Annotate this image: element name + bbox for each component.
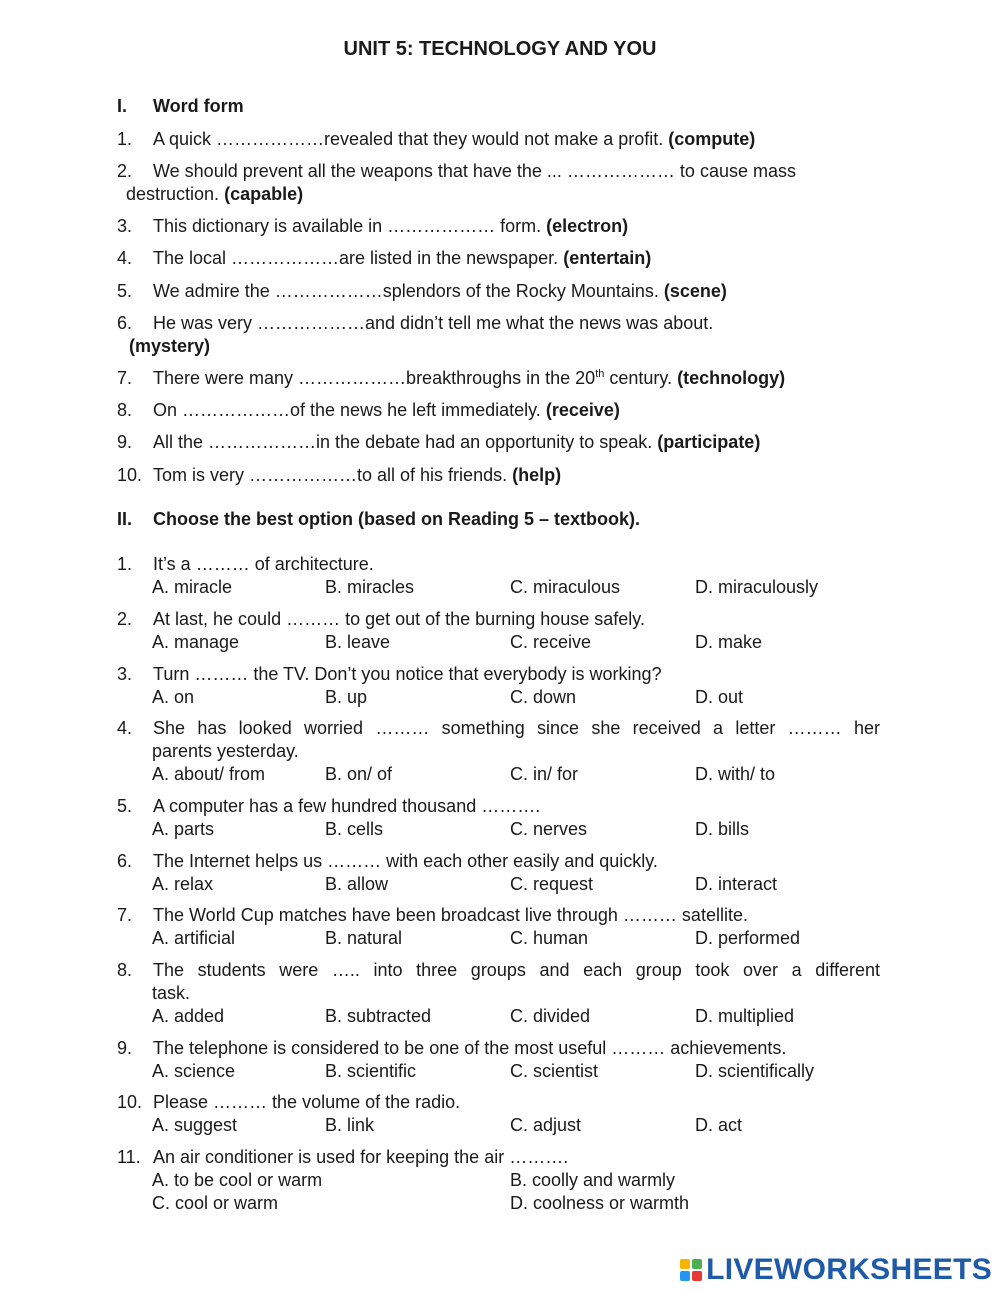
item-number: 5.: [117, 281, 133, 301]
answer-option[interactable]: D. make: [695, 632, 763, 652]
item-cue: (mystery): [129, 336, 211, 356]
item-text: He was very ………………and didn’t tell me what the news was about.: [153, 313, 714, 333]
page-title: UNIT 5: TECHNOLOGY AND YOU: [343, 38, 657, 60]
answer-option[interactable]: D. scientifically: [695, 1061, 815, 1081]
question-number: 7.: [117, 905, 133, 925]
section-1-heading: [117, 96, 244, 117]
answer-option[interactable]: D. with/ to: [695, 764, 776, 784]
answer-option[interactable]: D. bills: [695, 819, 750, 839]
question-text-continued: task.: [152, 983, 191, 1003]
item-text: All the ………………in the debate had an opportunity to speak.: [153, 432, 653, 452]
question-number: 4.: [117, 718, 133, 738]
question-stem: [117, 554, 374, 575]
answer-option[interactable]: B. leave: [325, 632, 391, 652]
item-number: 10.: [117, 465, 143, 485]
answer-option[interactable]: A. about/ from: [152, 764, 266, 784]
question-stem: [117, 851, 658, 872]
answer-option[interactable]: A. added: [152, 1006, 225, 1026]
item-text: The local ………………are listed in the newspaper.: [153, 248, 559, 268]
word-form-item: [117, 161, 796, 182]
section-2-title: Choose the best option (based on Reading 5 – textbook).: [153, 509, 641, 529]
answer-option[interactable]: D. act: [695, 1115, 743, 1135]
answer-option[interactable]: B. subtracted: [325, 1006, 432, 1026]
answer-option[interactable]: C. human: [510, 928, 589, 948]
item-text: destruction.: [126, 184, 220, 204]
logo-badge-tile: [680, 1271, 690, 1281]
answer-option[interactable]: A. artificial: [152, 928, 236, 948]
item-cue: (help): [512, 465, 562, 485]
item-number: 6.: [117, 313, 133, 333]
answer-option[interactable]: C. adjust: [510, 1115, 582, 1135]
item-number: 3.: [117, 216, 133, 236]
question-number: 9.: [117, 1038, 133, 1058]
answer-option[interactable]: B. up: [325, 687, 368, 707]
answer-option[interactable]: C. cool or warm: [152, 1193, 279, 1213]
item-cue: (receive): [545, 400, 620, 420]
superscript: th: [595, 368, 605, 380]
item-text: We admire the ………………splendors of the Rocky Mountains.: [153, 281, 659, 301]
answer-option[interactable]: C. divided: [510, 1006, 591, 1026]
question-text: An air conditioner is used for keeping the air ……….: [153, 1147, 569, 1167]
word-form-item: [117, 400, 620, 421]
word-form-item: [117, 465, 561, 486]
answer-option[interactable]: C. miraculous: [510, 577, 621, 597]
logo-badge-tile: [692, 1271, 702, 1281]
question-stem: [117, 1147, 568, 1168]
question-stem: [117, 609, 645, 630]
question-stem: [117, 905, 748, 926]
word-form-item: [117, 281, 727, 302]
word-form-item: [117, 248, 651, 269]
question-stem: [117, 1092, 460, 1113]
item-text: Tom is very ………………to all of his friends.: [153, 465, 508, 485]
answer-option[interactable]: D. miraculously: [695, 577, 819, 597]
answer-option[interactable]: B. scientific: [325, 1061, 417, 1081]
question-text: The students were ….. into three groups and each group took over a different: [153, 960, 880, 980]
item-cue: (compute): [668, 129, 756, 149]
question-text: The World Cup matches have been broadcast live through ……… satellite.: [153, 905, 748, 925]
word-form-item-continued: [129, 336, 210, 357]
answer-option[interactable]: D. coolness or warmth: [510, 1193, 690, 1213]
answer-option[interactable]: C. nerves: [510, 819, 588, 839]
question-text: The telephone is considered to be one of the most useful ……… achievements.: [153, 1038, 787, 1058]
item-text: On ………………of the news he left immediately.: [153, 400, 541, 420]
item-cue: (participate): [657, 432, 761, 452]
section-1-title: Word form: [153, 96, 244, 116]
item-text: There were many ………………breakthroughs in the 20: [153, 368, 596, 388]
item-cue: (technology): [677, 368, 786, 388]
answer-option[interactable]: D. performed: [695, 928, 801, 948]
question-text: At last, he could ……… to get out of the burning house safely.: [153, 609, 645, 629]
section-2-number: II.: [117, 509, 133, 529]
item-text: This dictionary is available in ……………… form.: [153, 216, 542, 236]
answer-option[interactable]: B. link: [325, 1115, 375, 1135]
word-form-item: [117, 313, 713, 334]
question-number: 11.: [117, 1147, 141, 1167]
answer-option[interactable]: C. scientist: [510, 1061, 599, 1081]
question-text: She has looked worried ……… something since she received a letter ……… her: [153, 718, 880, 738]
section-2-heading: [117, 509, 640, 530]
question-text: Please ……… the volume of the radio.: [153, 1092, 461, 1112]
item-cue: (electron): [546, 216, 629, 236]
item-cue: (scene): [663, 281, 727, 301]
question-text: It’s a ……… of architecture.: [153, 554, 374, 574]
question-stem: [117, 1038, 786, 1059]
answer-option[interactable]: A. science: [152, 1061, 236, 1081]
item-text: A quick ………………revealed that they would not make a profit.: [153, 129, 664, 149]
question-number: 2.: [117, 609, 133, 629]
answer-option[interactable]: A. suggest: [152, 1115, 238, 1135]
answer-option[interactable]: A. miracle: [152, 577, 233, 597]
word-form-item: [117, 432, 760, 453]
question-stem: [117, 796, 540, 817]
question-stem: [117, 960, 880, 981]
answer-option[interactable]: A. manage: [152, 632, 240, 652]
item-text: century.: [604, 368, 673, 388]
question-text: Turn ……… the TV. Don’t you notice that everybody is working?: [153, 664, 662, 684]
liveworksheets-logo: [680, 1252, 992, 1288]
word-form-item: [117, 368, 785, 389]
question-text-continued: parents yesterday.: [152, 741, 299, 761]
answer-option[interactable]: D. out: [695, 687, 744, 707]
question-stem: [117, 718, 880, 739]
item-text: We should prevent all the weapons that have the ... ……………… to cause mass: [153, 161, 796, 181]
section-1-number: I.: [117, 96, 128, 116]
logo-wordmark: LIVEWORKSHEETS: [706, 1253, 992, 1286]
question-number: 8.: [117, 960, 133, 980]
answer-option[interactable]: A. on: [152, 687, 195, 707]
item-number: 7.: [117, 368, 133, 388]
answer-option[interactable]: B. on/ of: [325, 764, 393, 784]
question-text: The Internet helps us ……… with each other easily and quickly.: [153, 851, 658, 871]
answer-option[interactable]: A. relax: [152, 874, 214, 894]
answer-option[interactable]: B. natural: [325, 928, 403, 948]
answer-option[interactable]: C. down: [510, 687, 577, 707]
question-number: 3.: [117, 664, 133, 684]
logo-badge-tile: [692, 1259, 702, 1269]
item-number: 1.: [117, 129, 133, 149]
answer-option[interactable]: B. coolly and warmly: [510, 1170, 676, 1190]
item-number: 2.: [117, 161, 133, 181]
question-number: 5.: [117, 796, 133, 816]
answer-option[interactable]: B. cells: [325, 819, 384, 839]
question-number: 1.: [117, 554, 133, 574]
word-form-item-continued: [126, 184, 303, 205]
item-cue: (entertain): [563, 248, 652, 268]
logo-badge-icon: [680, 1259, 702, 1281]
answer-option[interactable]: D. multiplied: [695, 1006, 795, 1026]
item-number: 8.: [117, 400, 133, 420]
word-form-item: [117, 129, 755, 150]
answer-option[interactable]: D. interact: [695, 874, 778, 894]
question-number: 10.: [117, 1092, 143, 1112]
answer-option[interactable]: B. allow: [325, 874, 389, 894]
question-stem: [117, 664, 662, 685]
question-number: 6.: [117, 851, 133, 871]
question-text: A computer has a few hundred thousand ……….: [153, 796, 541, 816]
item-cue: (capable): [224, 184, 304, 204]
answer-option[interactable]: A. to be cool or warm: [152, 1170, 323, 1190]
logo-badge-tile: [680, 1259, 690, 1269]
answer-option[interactable]: C. in/ for: [510, 764, 579, 784]
item-number: 4.: [117, 248, 133, 268]
answer-option[interactable]: B. miracles: [325, 577, 415, 597]
answer-option[interactable]: C. request: [510, 874, 594, 894]
answer-option[interactable]: C. receive: [510, 632, 592, 652]
word-form-item: [117, 216, 628, 237]
answer-option[interactable]: A. parts: [152, 819, 215, 839]
item-number: 9.: [117, 432, 133, 452]
